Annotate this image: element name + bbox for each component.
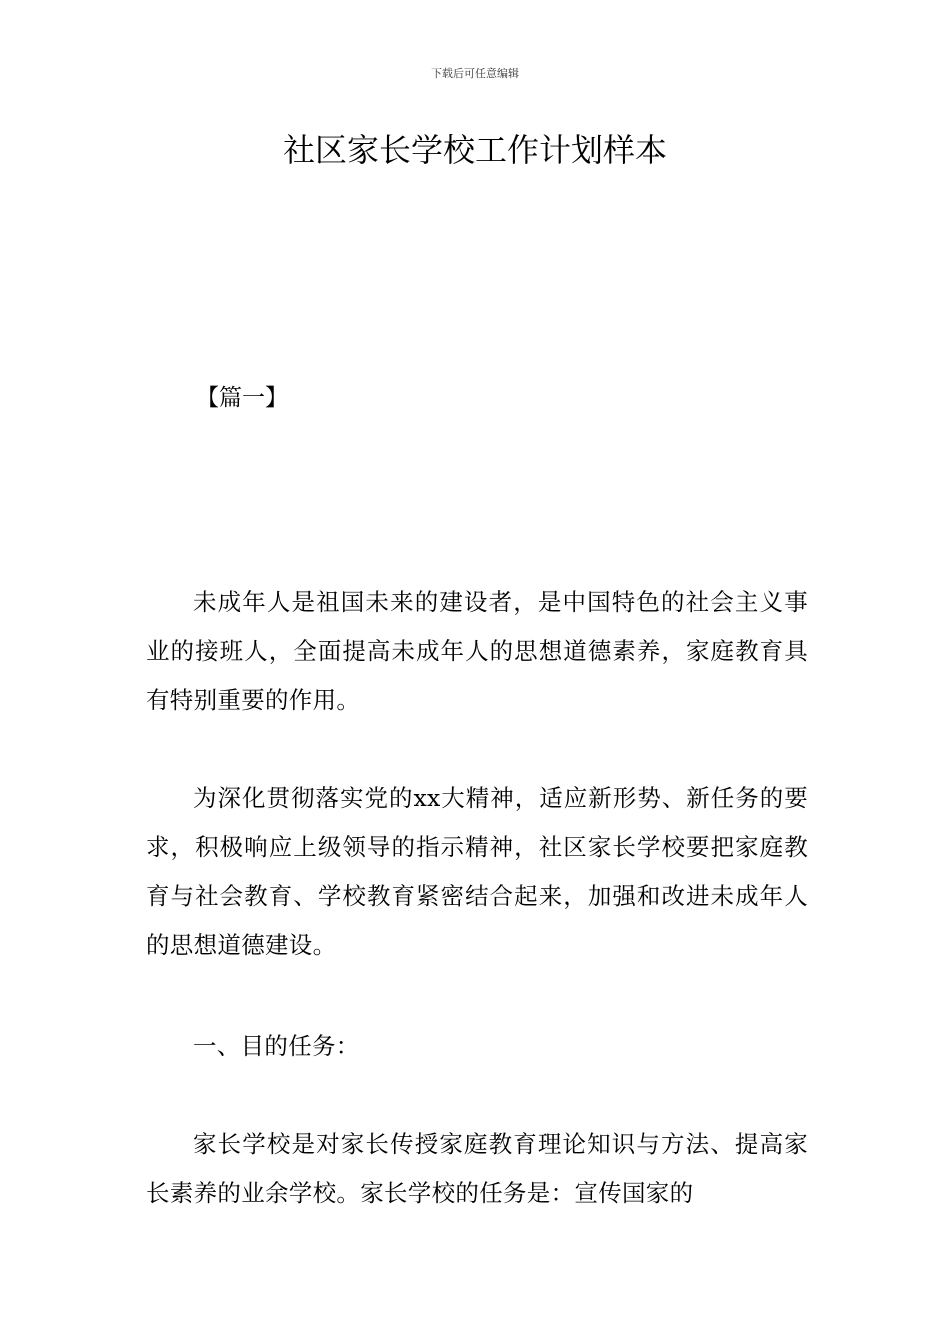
- document-title: 社区家长学校工作计划样本: [282, 131, 667, 169]
- page-header-note: 下载后可任意编辑: [431, 67, 519, 80]
- paragraph-goals-body: 家长学校是对家长传授家庭教育理论知识与方法、提高家长素养的业余学校。家长学校的任务是：宣传国家的: [146, 1130, 808, 1207]
- paragraph-intro: 未成年人是祖国未来的建设者，是中国特色的社会主义事业的接班人，全面提高未成年人的思想道德素养，家庭教育具有特别重要的作用。: [146, 588, 808, 714]
- section-heading-goals: 一、目的任务：: [193, 1032, 360, 1060]
- paragraph-purpose: 为深化贯彻落实党的xx大精神，适应新形势、新任务的要求，积极响应上级领导的指示精神，社区家长学校要把家庭教育与社会教育、学校教育紧密结合起来，加强和改进未成年人的思想道德建设。: [146, 784, 808, 959]
- section-label: 【篇一】: [196, 385, 288, 411]
